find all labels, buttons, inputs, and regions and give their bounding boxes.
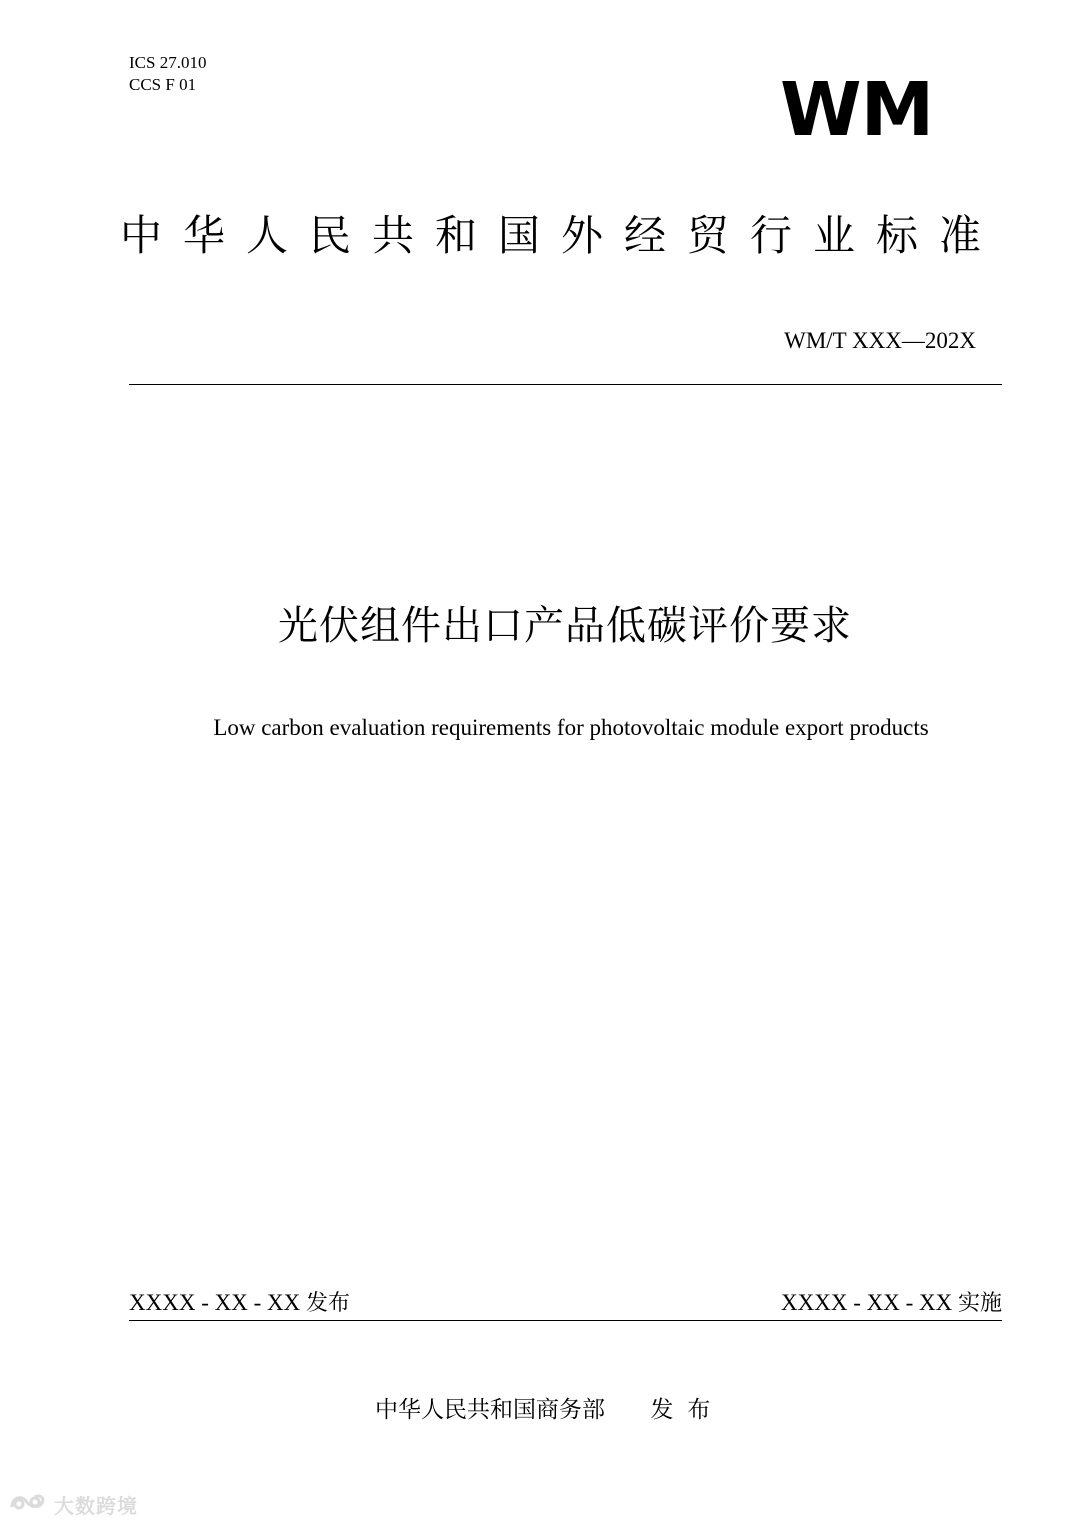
publisher-name: 中华人民共和国商务部 [375,1397,605,1423]
document-title-en: Low carbon evaluation requirements for photovoltaic module export products [213,715,929,740]
publisher-action: 发布 [650,1397,725,1423]
publish-date: XXXX - XX - XX [129,1290,301,1315]
publish-label: 发布 [305,1291,350,1316]
publisher-line [375,1393,724,1427]
ics-code: ICS 27.010 [129,53,207,72]
header-divider [129,384,1002,385]
watermark [8,1490,138,1519]
standard-number: WM/T XXX—202X [784,328,976,353]
watermark-text: 大数跨境 [54,1494,138,1518]
implement-date-line [781,1288,1002,1319]
brand-loop-icon [8,1491,48,1519]
ccs-code: CCS F 01 [129,75,197,94]
implement-date: XXXX - XX - XX [781,1290,953,1315]
document-title-zh: 光伏组件出口产品低碳评价要求 [278,603,852,649]
wm-logo: WM [780,67,934,153]
standard-category-title: 中华人民共和国外经贸行业标准 [120,211,1003,260]
footer-divider [129,1320,1002,1321]
publish-date-line [129,1288,350,1319]
implement-label: 实施 [957,1291,1002,1316]
